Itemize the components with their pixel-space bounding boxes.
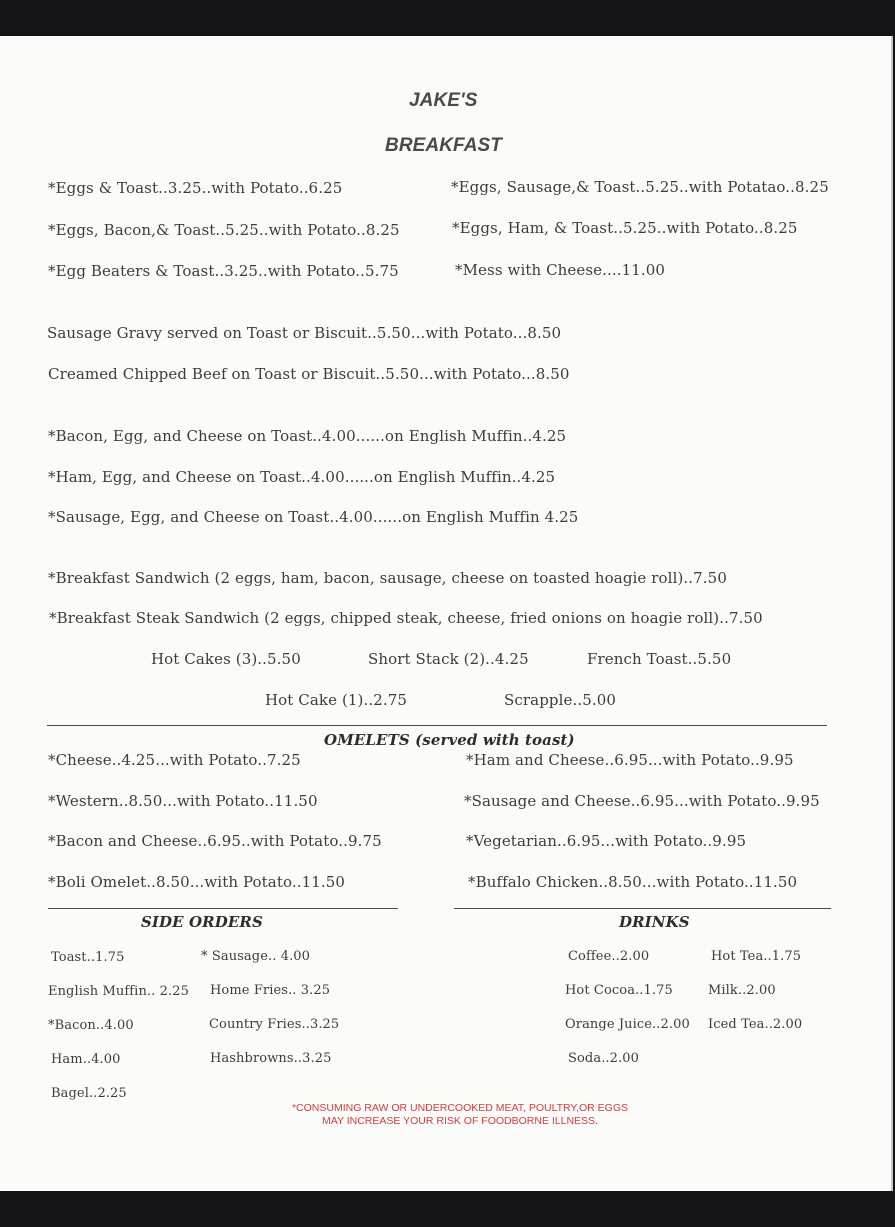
side-toast: Toast..1.75 — [51, 950, 125, 965]
omelet-bacon-cheese: *Bacon and Cheese..6.95..with Potato..9.75 — [48, 832, 382, 850]
menu-item-breakfast-steak-sandwich: *Breakfast Steak Sandwich (2 eggs, chipped steak, cheese, fried onions on hoagie roll)..7.50 — [49, 609, 763, 627]
menu-item-scrapple: Scrapple..5.00 — [504, 691, 617, 709]
side-home-fries: Home Fries.. 3.25 — [210, 983, 331, 998]
menu-item-eggs-ham-toast: *Eggs, Ham, & Toast..5.25..with Potato..8.25 — [452, 219, 798, 237]
side-country-fries: Country Fries..3.25 — [209, 1017, 340, 1032]
drink-iced-tea: Iced Tea..2.00 — [708, 1017, 803, 1032]
menu-item-creamed-chipped-beef: Creamed Chipped Beef on Toast or Biscuit..5.50...with Potato...8.50 — [48, 365, 570, 383]
menu-page — [0, 36, 893, 1191]
menu-item-mess-with-cheese: *Mess with Cheese....11.00 — [455, 261, 666, 279]
side-bacon: *Bacon..4.00 — [48, 1018, 134, 1033]
side-english-muffin: English Muffin.. 2.25 — [48, 984, 189, 999]
menu-item-breakfast-sandwich: *Breakfast Sandwich (2 eggs, ham, bacon, sausage, cheese on toasted hoagie roll)..7.50 — [48, 569, 727, 587]
restaurant-name: JAKE'S — [409, 90, 478, 111]
drink-hot-cocoa: Hot Cocoa..1.75 — [565, 983, 673, 998]
side-sausage: * Sausage.. 4.00 — [201, 949, 311, 964]
divider-side-orders — [48, 908, 398, 909]
drinks-heading: DRINKS — [619, 913, 690, 931]
divider-omelets — [47, 725, 827, 726]
divider-drinks — [454, 908, 831, 909]
omelet-buffalo-chicken: *Buffalo Chicken..8.50...with Potato..11.50 — [468, 873, 798, 891]
side-hashbrowns: Hashbrowns..3.25 — [210, 1051, 332, 1066]
omelets-heading: OMELETS (served with toast) — [324, 731, 575, 749]
side-orders-heading: SIDE ORDERS — [141, 913, 263, 931]
omelet-vegetarian: *Vegetarian..6.95...with Potato..9.95 — [466, 832, 747, 850]
omelet-boli: *Boli Omelet..8.50...with Potato..11.50 — [48, 873, 346, 891]
warning-line-2: MAY INCREASE YOUR RISK OF FOODBORNE ILLNESS. — [322, 1115, 598, 1127]
menu-item-hot-cakes: Hot Cakes (3)..5.50 — [151, 650, 301, 668]
drink-hot-tea: Hot Tea..1.75 — [711, 949, 802, 964]
menu-item-hot-cake-single: Hot Cake (1)..2.75 — [265, 691, 408, 709]
drink-soda: Soda..2.00 — [568, 1051, 640, 1066]
menu-item-ham-egg-cheese: *Ham, Egg, and Cheese on Toast..4.00......on English Muffin..4.25 — [48, 468, 556, 486]
menu-item-eggs-toast: *Eggs & Toast..3.25..with Potato..6.25 — [48, 179, 343, 197]
warning-line-1: *CONSUMING RAW OR UNDERCOOKED MEAT, POULTRY,OR EGGS — [291, 1102, 629, 1114]
drink-orange-juice: Orange Juice..2.00 — [565, 1017, 690, 1032]
menu-item-sausage-gravy: Sausage Gravy served on Toast or Biscuit..5.50...with Potato...8.50 — [47, 324, 562, 342]
menu-item-eggs-sausage-toast: *Eggs, Sausage,& Toast..5.25..with Potatao..8.25 — [451, 178, 829, 196]
menu-item-eggs-bacon-toast: *Eggs, Bacon,& Toast..5.25..with Potato..8.25 — [48, 221, 400, 239]
menu-title: BREAKFAST — [385, 135, 503, 156]
side-bagel: Bagel..2.25 — [51, 1086, 127, 1101]
menu-item-french-toast: French Toast..5.50 — [587, 650, 732, 668]
menu-item-bacon-egg-cheese: *Bacon, Egg, and Cheese on Toast..4.00......on English Muffin..4.25 — [48, 427, 567, 445]
menu-item-sausage-egg-cheese: *Sausage, Egg, and Cheese on Toast..4.00......on English Muffin 4.25 — [48, 508, 579, 526]
food-safety-warning — [220, 1102, 700, 1128]
menu-item-egg-beaters-toast: *Egg Beaters & Toast..3.25..with Potato..5.75 — [48, 262, 399, 280]
menu-item-short-stack: Short Stack (2)..4.25 — [368, 650, 529, 668]
side-ham: Ham..4.00 — [51, 1052, 121, 1067]
omelet-ham-cheese: *Ham and Cheese..6.95...with Potato..9.95 — [466, 751, 794, 769]
omelet-cheese: *Cheese..4.25...with Potato..7.25 — [48, 751, 301, 769]
omelet-sausage-cheese: *Sausage and Cheese..6.95...with Potato..9.95 — [464, 792, 820, 810]
omelet-western: *Western..8.50...with Potato..11.50 — [48, 792, 318, 810]
drink-milk: Milk..2.00 — [708, 983, 776, 998]
drink-coffee: Coffee..2.00 — [568, 949, 650, 964]
